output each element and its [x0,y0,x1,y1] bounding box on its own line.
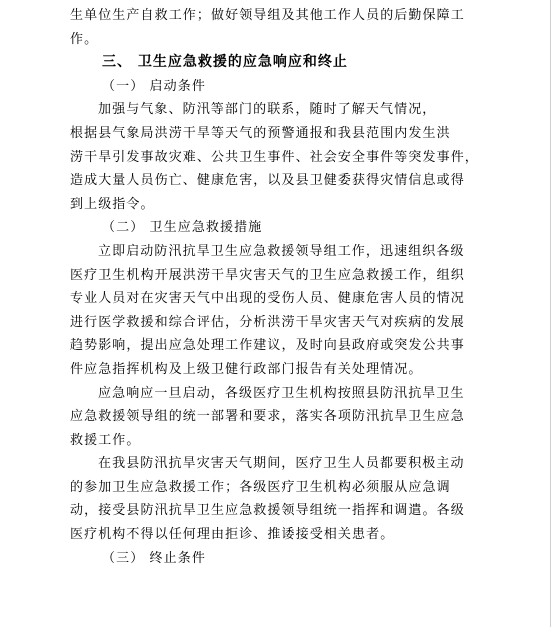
paragraph-line: 应急响应一旦启动，各级医疗卫生机构按照县防汛抗旱卫生 [98,385,465,401]
paragraph-line: 涝干旱引发事故灾难、公共卫生事件、社会安全事件等突发事件， [70,149,479,165]
section-heading: 三、 卫生应急救援的应急响应和终止 [102,54,348,71]
paragraph-line: 动，接受县防汛抗旱卫生应急救援领导组统一指挥和调遣。各级 [70,503,465,519]
paragraph-line: 医疗机构不得以任何理由拒诊、推诿接受相关患者。 [70,527,395,543]
paragraph-line: 加强与气象、防汛等部门的联系，随时了解天气情况， [98,102,437,118]
paragraph-line: 的参加卫生应急救援工作；各级医疗卫生机构必须服从应急调 [70,479,451,495]
document-body [70,0,490,570]
subsection-heading: （二） 卫生应急救援措施 [102,220,263,236]
paragraph-line: 立即启动防汛抗旱卫生应急救援领导组工作，迅速组织各级 [98,243,465,259]
subsection-heading: （三） 终止条件 [102,550,206,566]
paragraph-line: 趋势影响，提出应急处理工作建议，及时向县政府或突发公共事 [70,338,465,354]
paragraph-line: 到上级指令。 [70,196,155,212]
paragraph-line: 应急救援领导组的统一部署和要求，落实各项防汛抗旱卫生应急 [70,409,465,425]
paragraph-line: 造成大量人员伤亡、健康危害，以及县卫健委获得灾情信息或得 [70,173,465,189]
paragraph-line: 专业人员对在灾害天气中出现的受伤人员、健康危害人员的情况 [70,291,465,307]
paragraph-line: 件应急指挥机构及上级卫健行政部门报告有关处理情况。 [70,361,423,377]
subsection-heading: （一） 启动条件 [102,78,206,94]
page-edge [550,0,551,627]
paragraph-line: 救援工作。 [70,432,141,448]
paragraph-line: 生单位生产自救工作；做好领导组及其他工作人员的后勤保障工 [70,8,465,23]
paragraph-line: 在我县防汛抗旱灾害天气期间，医疗卫生人员都要积极主动 [98,456,465,472]
paragraph-line: 医疗卫生机构开展洪涝干旱灾害天气的卫生应急救援工作，组织 [70,267,465,283]
paragraph-line: 进行医学救援和综合评估，分析洪涝干旱灾害天气对疾病的发展 [70,314,465,330]
paragraph-line: 根据县气象局洪涝干旱等天气的预警通报和我县范围内发生洪 [70,125,451,141]
paragraph-line: 作。 [70,31,99,47]
